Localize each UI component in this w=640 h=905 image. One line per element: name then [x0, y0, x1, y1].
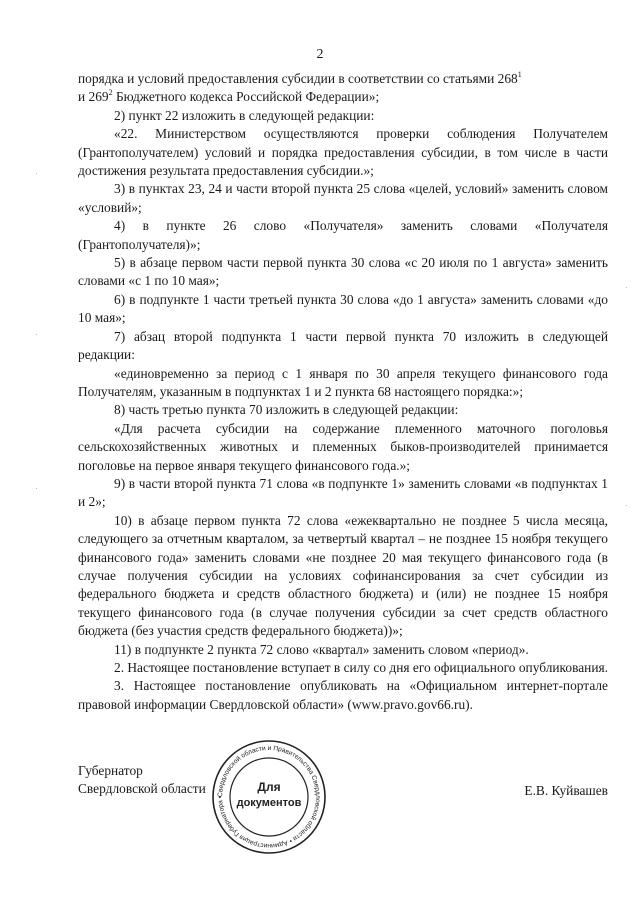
paragraph-6 [78, 217, 608, 254]
paragraph-text: 3) в пунктах 23, 24 и части второй пункта 25 слова «целей, условий» заменить словом «условий»; [78, 181, 608, 215]
stamp-center-line2: документов [236, 797, 302, 809]
paragraph-8 [78, 291, 608, 328]
scan-speck [626, 287, 627, 288]
superscript: 2 [108, 88, 113, 98]
paragraph-13 [78, 475, 608, 512]
paragraph-14 [78, 512, 608, 641]
paragraph-text: 7) абзац второй подпункта 1 части первой пункта 70 изложить в следующей редакции: [78, 328, 608, 363]
paragraph-text: 2. Настоящее постановление вступает в силу со дня его официального опубликования. [114, 660, 608, 675]
paragraph-7 [78, 254, 608, 291]
signatory-title [78, 762, 206, 799]
paragraph-text: порядка и условий предоставления субсидии в соответствии со статьями 268 [78, 71, 518, 86]
scan-speck [36, 334, 37, 335]
stamp-center-line1: Для [257, 780, 281, 794]
paragraph-text: «единовременно за период с 1 января по 30 апреля текущего финансового года Получателям, указанным в подпунктах 1 и 2 пункта 68 настоящего порядка:»; [78, 365, 608, 399]
paragraph-text: 3. Настоящее постановление опубликовать на «Официальном интернет-портале правовой информации Свердловской области» (www.pravo.gov66.ru). [78, 678, 608, 712]
stamp-ring-text: Свердловской области и Правительства Свердловской области • Администрация Губернатора • [216, 744, 322, 850]
paragraph-17 [78, 677, 608, 714]
paragraph-text: 9) в части второй пункта 71 слова «в подпункте 1» заменить словами «в подпунктах 1 и 2»; [78, 475, 608, 510]
paragraph-2 [78, 88, 608, 106]
signatory-name: Е.В. Куйвашев [524, 783, 608, 798]
official-stamp [210, 738, 328, 856]
paragraph-text: «22. Министерством осуществляются проверки соблюдения Получателем (Грантополучателем) условий и порядка предоставления субсидии, в том числе в части достижения результата предоставления субсидии.»; [78, 126, 608, 179]
paragraph-text: 2) пункт 22 изложить в следующей редакции: [114, 107, 375, 123]
paragraph-11 [78, 401, 608, 419]
paragraph-text-continued: Бюджетного кодекса Российской Федерации»; [112, 89, 380, 105]
paragraph-10 [78, 365, 608, 402]
paragraph-text: 6) в подпункте 1 части третьей пункта 30 слова «до 1 августа» заменить словами «до 10 мая»; [78, 291, 608, 326]
paragraph-16 [78, 659, 608, 677]
signatory-title-line2: Свердловской области [78, 781, 206, 797]
paragraph-text: 4) в пункте 26 слово «Получателя» заменить словами «Получателя (Грантополучателя)»; [78, 218, 608, 252]
signatory-title-line1: Губернатор [78, 763, 143, 778]
paragraph-text: 11) в подпункте 2 пункта 72 слово «квартал» заменить словом «период». [114, 641, 529, 657]
scan-speck [36, 173, 37, 174]
document-body [78, 70, 608, 714]
paragraph-12 [78, 420, 608, 475]
scan-speck [36, 488, 37, 489]
paragraph-9 [78, 328, 608, 365]
scan-speck [626, 505, 627, 506]
paragraph-4 [78, 125, 608, 180]
paragraph-text: 5) в абзаце первом части первой пункта 30 слова «с 20 июля по 1 августа» заменить словами «с 1 по 10 мая»; [78, 255, 608, 289]
paragraph-text: 10) в абзаце первом пункта 72 слова «ежеквартально не позднее 5 числа месяца, следующего за отчетным кварталом, за четвертый квартал – не позднее 15 ноября текущего финансового года» заменить словами «не позднее 20 мая текущего финансового года (в случае получения субсидии на условиях софинансирования за счет субсидии из федерального бюджета и средств областного бюджета) и (или) не позднее 15 ноября текущего финансового года (в случае получения субсидии за счет средств областного бюджета (без участия средств федерального бюджета))»; [78, 512, 608, 639]
paragraph-text: и 269 [78, 89, 109, 105]
paragraph-3 [78, 107, 608, 125]
superscript: 1 [517, 70, 522, 79]
paragraph-5 [78, 180, 608, 217]
page-number: 2 [316, 47, 324, 62]
paragraph-15 [78, 641, 608, 659]
paragraph-text: 8) часть третью пункта 70 изложить в следующей редакции: [114, 402, 459, 418]
paragraph-1 [78, 70, 608, 88]
paragraph-text: «Для расчета субсидии на содержание племенного маточного поголовья сельскохозяйственных животных и племенных быков-производителей принимается поголовье на первое января текущего финансового года.»; [78, 420, 608, 473]
